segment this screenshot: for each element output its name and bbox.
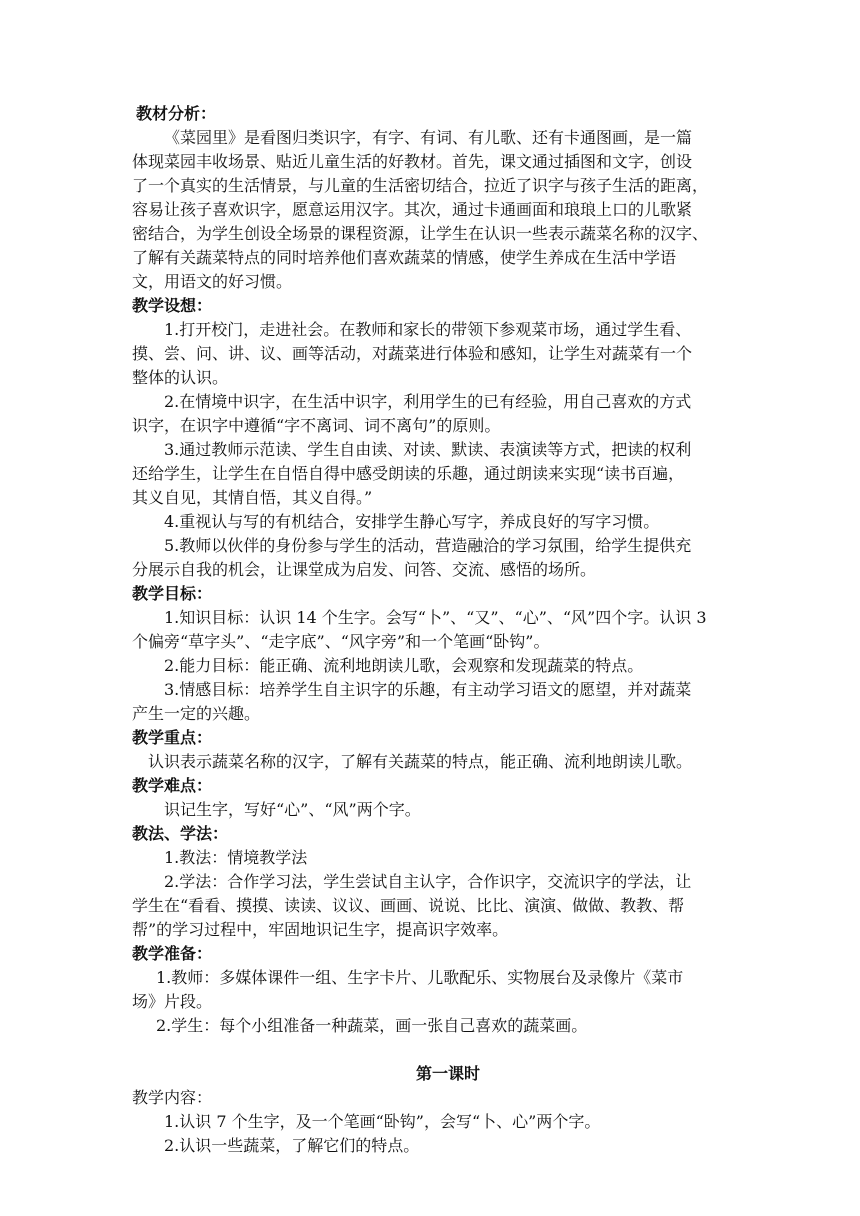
paragraph-line: 摸、尝、问、讲、议、画等活动，对蔬菜进行体验和感知，让学生对蔬菜有一个 [132,344,693,363]
paragraph-line: 1.打开校门，走进社会。在教师和家长的带领下参观菜市场，通过学生看、 [164,320,692,339]
paragraph-line: 1.教师：多媒体课件一组、生字卡片、儿歌配乐、实物展台及录像片《菜市 [156,968,684,987]
paragraph-line: 分展示自我的机会，让课堂成为启发、问答、交流、感悟的场所。 [132,560,597,579]
paragraph-line: 整体的认识。 [132,368,229,387]
paragraph-line: 个偏旁“草字头”、“走字底”、“风字旁”和一个笔画“卧钩”。 [132,632,550,651]
paragraph-line: 3.通过教师示范读、学生自由读、对读、默读、表演读等方式，把读的权利 [164,440,692,459]
section-heading-teaching-goals: 教学目标： [132,584,213,603]
paragraph-line: 了解有关蔬菜特点的同时培养他们喜欢蔬菜的情感，使学生养成在生活中学语 [132,248,677,267]
paragraph-line: 1.认识 7 个生字，及一个笔画“卧钩”，会写“卜、心”两个字。 [164,1112,601,1131]
section-heading-preparation: 教学准备： [132,944,213,963]
paragraph-line: 识字，在识字中遵循“字不离词、词不离句”的原则。 [132,416,501,435]
paragraph-line: 2.学法：合作学习法，学生尝试自主认字，合作识字，交流识字的学法，让 [164,872,692,891]
paragraph-line: 密结合，为学生创设全场景的课程资源，让学生在认识一些表示蔬菜名称的汉字、 [132,224,709,243]
section-heading-methods: 教法、学法： [132,824,229,843]
paragraph-line: 1.教法：情境教学法 [164,848,308,867]
paragraph-line: 了一个真实的生活情景，与儿童的生活密切结合，拉近了识字与孩子生活的距离， [132,176,709,195]
paragraph-line: 体现菜园丰收场景、贴近儿童生活的好教材。首先，课文通过插图和文字，创设 [132,152,693,171]
paragraph-line: 3.情感目标：培养学生自主识字的乐趣，有主动学习语文的愿望，并对蔬菜 [164,680,692,699]
paragraph-line: 1.知识目标：认识 14 个生字。会写“卜”、“又”、“心”、“风”四个字。认识 3 [164,608,707,627]
paragraph-line: 产生一定的兴趣。 [132,704,261,723]
paragraph-line: 其义自见，其情自悟，其义自得。” [132,488,373,507]
section-heading-teaching-design: 教学设想： [132,296,213,315]
section-heading-material-analysis: 教材分析： [136,104,217,123]
paragraph-line: 2.能力目标：能正确、流利地朗读儿歌，会观察和发现蔬菜的特点。 [164,656,644,675]
paragraph-line: 5.教师以伙伴的身份参与学生的活动，营造融洽的学习氛围，给学生提供充 [164,536,692,555]
lesson-content-heading: 教学内容： [132,1088,213,1107]
paragraph-line: 还给学生，让学生在自悟自得中感受朗读的乐趣，通过朗读来实现“读书百遍， [132,464,685,483]
paragraph-line: 2.学生：每个小组准备一种蔬菜，画一张自己喜欢的蔬菜画。 [156,1016,588,1035]
paragraph-line: 文，用语文的好习惯。 [132,272,293,291]
paragraph-line: 容易让孩子喜欢识字，愿意运用汉字。其次，通过卡通画面和琅琅上口的儿歌紧 [132,200,693,219]
paragraph-line: 2.在情境中识字，在生活中识字，利用学生的已有经验，用自己喜欢的方式 [164,392,692,411]
lesson-title: 第一课时 [415,1064,480,1083]
paragraph-line: 认识表示蔬菜名称的汉字，了解有关蔬菜的特点，能正确、流利地朗读儿歌。 [148,752,693,771]
paragraph-line: 识记生字，写好“心”、“风”两个字。 [164,800,421,819]
section-heading-difficulties: 教学难点： [132,776,213,795]
paragraph-line: 学生在“看看、摸摸、读读、议议、画画、说说、比比、演演、做做、教教、帮 [132,896,685,915]
paragraph-line: 2.认识一些蔬菜，了解它们的特点。 [164,1136,420,1155]
paragraph-line: 场》片段。 [132,992,213,1011]
section-heading-key-points: 教学重点： [132,728,213,747]
paragraph-line: 4.重视认与写的有机结合，安排学生静心写字，养成良好的写字习惯。 [164,512,660,531]
paragraph-line: 《菜园里》是看图归类识字，有字、有词、有儿歌、还有卡通图画，是一篇 [164,128,693,147]
paragraph-line: 帮”的学习过程中，牢固地识记生字，提高识字效率。 [132,920,509,939]
